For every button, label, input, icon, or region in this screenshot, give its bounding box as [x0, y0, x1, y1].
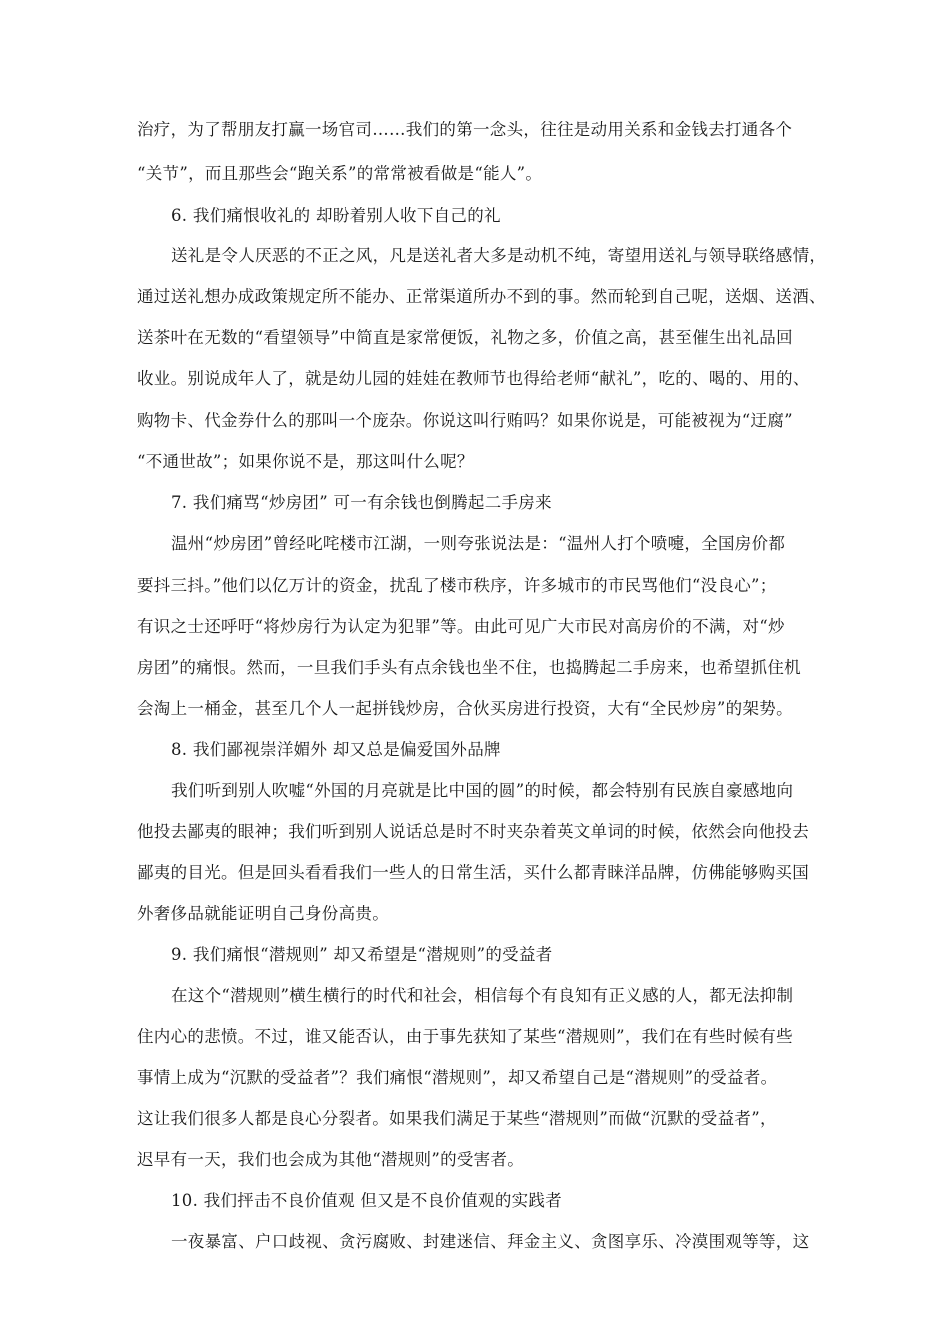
- paragraph-line: “关节”，而且那些会“跑关系”的常常被看做是“能人”。: [137, 164, 543, 183]
- section-heading-8: 8. 我们鄙视崇洋媚外 却又总是偏爱国外品牌: [171, 740, 501, 759]
- paragraph-line: 有识之士还呼吁“将炒房行为认定为犯罪”等。由此可见广大市民对高房价的不满，对“炒: [137, 617, 785, 636]
- paragraph-line: 鄙夷的目光。但是回头看看我们一些人的日常生活，买什么都青睐洋品牌，仿佛能够购买国: [137, 863, 809, 882]
- paragraph-line: 治疗，为了帮朋友打赢一场官司……我们的第一念头，往往是动用关系和金钱去打通各个: [137, 120, 793, 139]
- paragraph-line: 会淘上一桶金，甚至几个人一起拼钱炒房，合伙买房进行投资，大有“全民炒房”的架势。: [137, 699, 793, 718]
- paragraph-line: 购物卡、代金券什么的那叫一个庞杂。你说这叫行贿吗？如果你说是，可能被视为“迂腐”: [137, 411, 793, 430]
- paragraph-line: 一夜暴富、户口歧视、贪污腐败、封建迷信、拜金主义、贪图享乐、冷漠围观等等，这: [171, 1232, 810, 1251]
- paragraph-line: 通过送礼想办成政策规定所不能办、正常渠道所办不到的事。然而轮到自己呢，送烟、送酒、: [137, 287, 826, 306]
- section-heading-6: 6. 我们痛恨收礼的 却盼着别人收下自己的礼: [171, 206, 501, 225]
- section-heading-9: 9. 我们痛恨“潜规则” 却又希望是“潜规则”的受益者: [171, 945, 553, 964]
- paragraph-line: “不通世故”；如果你说不是，那这叫什么呢？: [137, 452, 474, 471]
- paragraph-line: 他投去鄙夷的眼神；我们听到别人说话总是时不时夹杂着英文单词的时候，依然会向他投去: [137, 822, 809, 841]
- paragraph-line: 迟早有一天，我们也会成为其他“潜规则”的受害者。: [137, 1150, 525, 1169]
- paragraph-line: 我们听到别人吹嘘“外国的月亮就是比中国的圆”的时候，都会特别有民族自豪感地向: [171, 781, 794, 800]
- section-heading-7: 7. 我们痛骂“炒房团” 可一有余钱也倒腾起二手房来: [171, 493, 552, 512]
- paragraph-line: 房团”的痛恨。然而，一旦我们手头有点余钱也坐不住，也捣腾起二手房来，也希望抓住机: [137, 658, 801, 677]
- paragraph-line: 外奢侈品就能证明自己身份高贵。: [137, 904, 389, 923]
- paragraph-line: 送礼是令人厌恶的不正之风，凡是送礼者大多是动机不纯，寄望用送礼与领导联络感情，: [171, 246, 827, 265]
- paragraph-line: 要抖三抖。”他们以亿万计的资金，扰乱了楼市秩序，许多城市的市民骂他们“没良心”；: [137, 576, 777, 595]
- paragraph-line: 住内心的悲愤。不过，谁又能否认，由于事先获知了某些“潜规则”，我们在有些时候有些: [137, 1027, 793, 1046]
- paragraph-line: 收业。别说成年人了，就是幼儿园的娃娃在教师节也得给老师“献礼”，吃的、喝的、用的、: [137, 369, 810, 388]
- paragraph-line: 送茶叶在无数的“看望领导”中简直是家常便饭，礼物之多，价值之高，甚至催生出礼品回: [137, 328, 793, 347]
- section-heading-10: 10. 我们抨击不良价值观 但又是不良价值观的实践者: [171, 1191, 563, 1210]
- paragraph-line: 温州“炒房团”曾经叱咤楼市江湖，一则夸张说法是：“温州人打个喷嚏，全国房价都: [171, 534, 786, 553]
- paragraph-line: 这让我们很多人都是良心分裂者。如果我们满足于某些“潜规则”而做“沉默的受益者”，: [137, 1109, 777, 1128]
- paragraph-line: 在这个“潜规则”横生横行的时代和社会，相信每个有良知有正义感的人，都无法抑制: [171, 986, 794, 1005]
- paragraph-line: 事情上成为“沉默的受益者”？我们痛恨“潜规则”，却又希望自己是“潜规则”的受益者。: [137, 1068, 778, 1087]
